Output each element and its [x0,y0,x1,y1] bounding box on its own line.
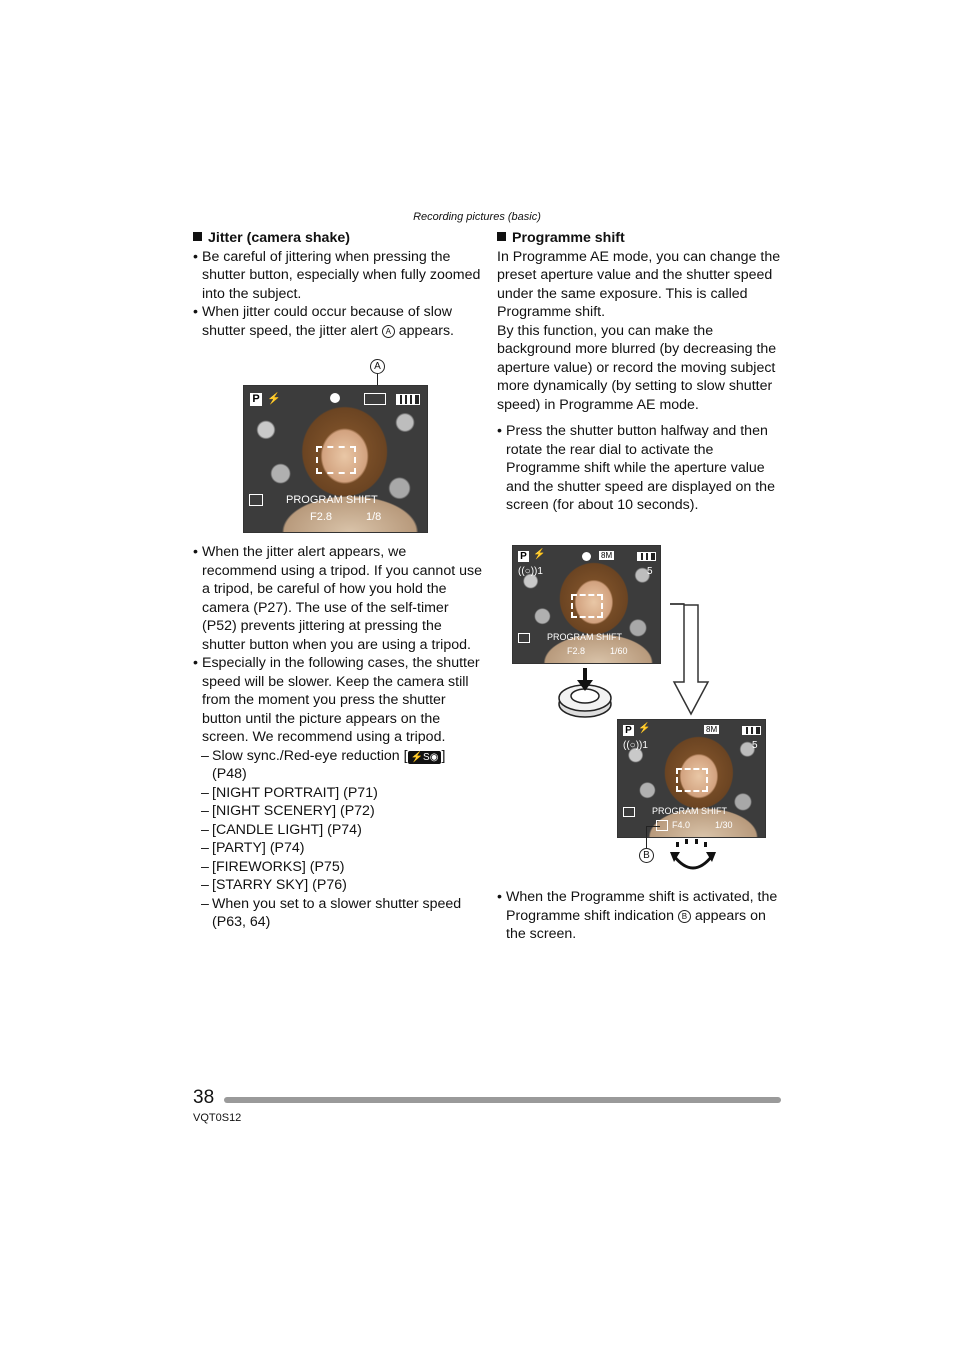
jitter-bullet-3: • When the jitter alert appears, we recommend using a tripod. If you cannot use a tripod, be careful of how you hold the camera (P27). The use of the self-timer (P52) prevents jittering at pressing the shutter button when you are using a tripod. [193,543,483,654]
program-shift-text: PROGRAM SHIFT [547,632,623,642]
picture-size-icon: 8M [706,725,718,734]
mode-p-icon: P [250,393,262,406]
figure-label-b: B [639,848,654,863]
rear-dial-rotate-icon [668,838,718,878]
label-leader-line [646,826,647,848]
mode-p-icon: P [518,551,529,562]
shutter-value: 1/8 [366,511,382,523]
jitter-alert-icon [364,393,386,405]
right-column-lower [497,888,787,944]
document-code: VQT0S12 [193,1112,242,1124]
aperture-value: F2.8 [310,511,333,523]
focus-dot-icon [582,552,591,561]
aperture-value: F4.0 [672,820,691,830]
case-item: – [CANDLE LIGHT] (P74) [193,821,483,840]
square-bullet-icon [497,232,506,241]
metering-icon [249,494,263,506]
camera-screen-before-shift [512,545,661,664]
stabilizer-icon: ((○))1 [623,740,648,751]
left-column-lower [193,543,483,932]
metering-icon [518,633,530,643]
program-shift-text: PROGRAM SHIFT [286,494,378,506]
aperture-value: F2.8 [567,646,586,656]
label-leader-line [646,826,660,827]
stabilizer-icon: ((○))1 [518,566,543,577]
shutter-value: 1/30 [715,820,733,830]
footer-divider [224,1097,781,1103]
case-item: – [NIGHT PORTRAIT] (P71) [193,784,483,803]
flash-off-icon: ⚡ [533,549,546,560]
marker-a: A [382,325,395,338]
shutter-button-illustration [556,664,614,722]
programme-shift-bullet-2: • When the Programme shift is activated, the Programme shift indication B appears on the screen. [497,888,787,944]
af-frame [676,768,708,792]
program-shift-text: PROGRAM SHIFT [652,806,728,816]
metering-icon [623,807,635,817]
mode-p-icon: P [623,725,634,736]
case-slow-sync: – Slow sync./Red-eye reduction [ ⚡S◉ ] (P48) [193,747,483,784]
page-number: 38 [193,1087,215,1108]
jitter-bullet-1: • Be careful of jittering when pressing the shutter button, especially when fully zoomed into the subject. [193,248,483,304]
jitter-bullet-2: • When jitter could occur because of slow shutter speed, the jitter alert A appears. [193,303,483,340]
right-column [497,229,787,515]
running-header: Recording pictures (basic) [413,211,541,223]
af-frame [316,446,356,474]
case-item: – [FIREWORKS] (P75) [193,858,483,877]
af-frame [571,594,603,618]
case-item: – [PARTY] (P74) [193,839,483,858]
case-item: – [STARRY SKY] (P76) [193,876,483,895]
figure-label-a: A [370,359,385,374]
shutter-value: 1/60 [610,646,628,656]
camera-screen-jitter [243,385,428,533]
flash-off-icon: ⚡ [638,723,651,734]
slow-sync-redeye-icon: ⚡S◉ [408,751,442,764]
square-bullet-icon [193,232,202,241]
shots-remaining: 5 [647,566,653,577]
camera-screen-after-shift [617,719,766,838]
jitter-heading: Jitter (camera shake) [193,229,483,248]
programme-shift-heading: Programme shift [497,229,787,248]
case-item: – When you set to a slower shutter speed (P63, 64) [193,895,483,932]
flash-off-icon: ⚡ [267,393,281,405]
shots-remaining: 5 [752,740,758,751]
programme-shift-bullet-1: • Press the shutter button halfway and then rotate the rear dial to activate the Programme shift while the aperture value and the shutter speed are displayed on the screen (for about 10 seconds). [497,422,787,515]
jitter-bullet-4: • Especially in the following cases, the shutter speed will be slower. Keep the camera still from the moment you press the shutter button until the picture appears on the screen. We recommend using a tripod. [193,654,483,747]
battery-icon [742,726,761,735]
programme-shift-para-1: In Programme AE mode, you can change the preset aperture value and the shutter speed under the same exposure. This is called Programme shift. [497,248,781,320]
case-item: – [NIGHT SCENERY] (P72) [193,802,483,821]
battery-icon [637,552,656,561]
left-column [193,229,483,340]
focus-dot-icon [330,393,340,403]
marker-b: B [678,910,691,923]
arrow-down-icon [668,602,714,717]
picture-size-icon: 8M [601,551,613,560]
battery-icon [396,394,420,405]
programme-shift-para-2: By this function, you can make the background more blurred (by decreasing the aperture value) or record the moving subject more dynamically (by setting to slow shutter speed) in Programme AE mode. [497,322,777,413]
